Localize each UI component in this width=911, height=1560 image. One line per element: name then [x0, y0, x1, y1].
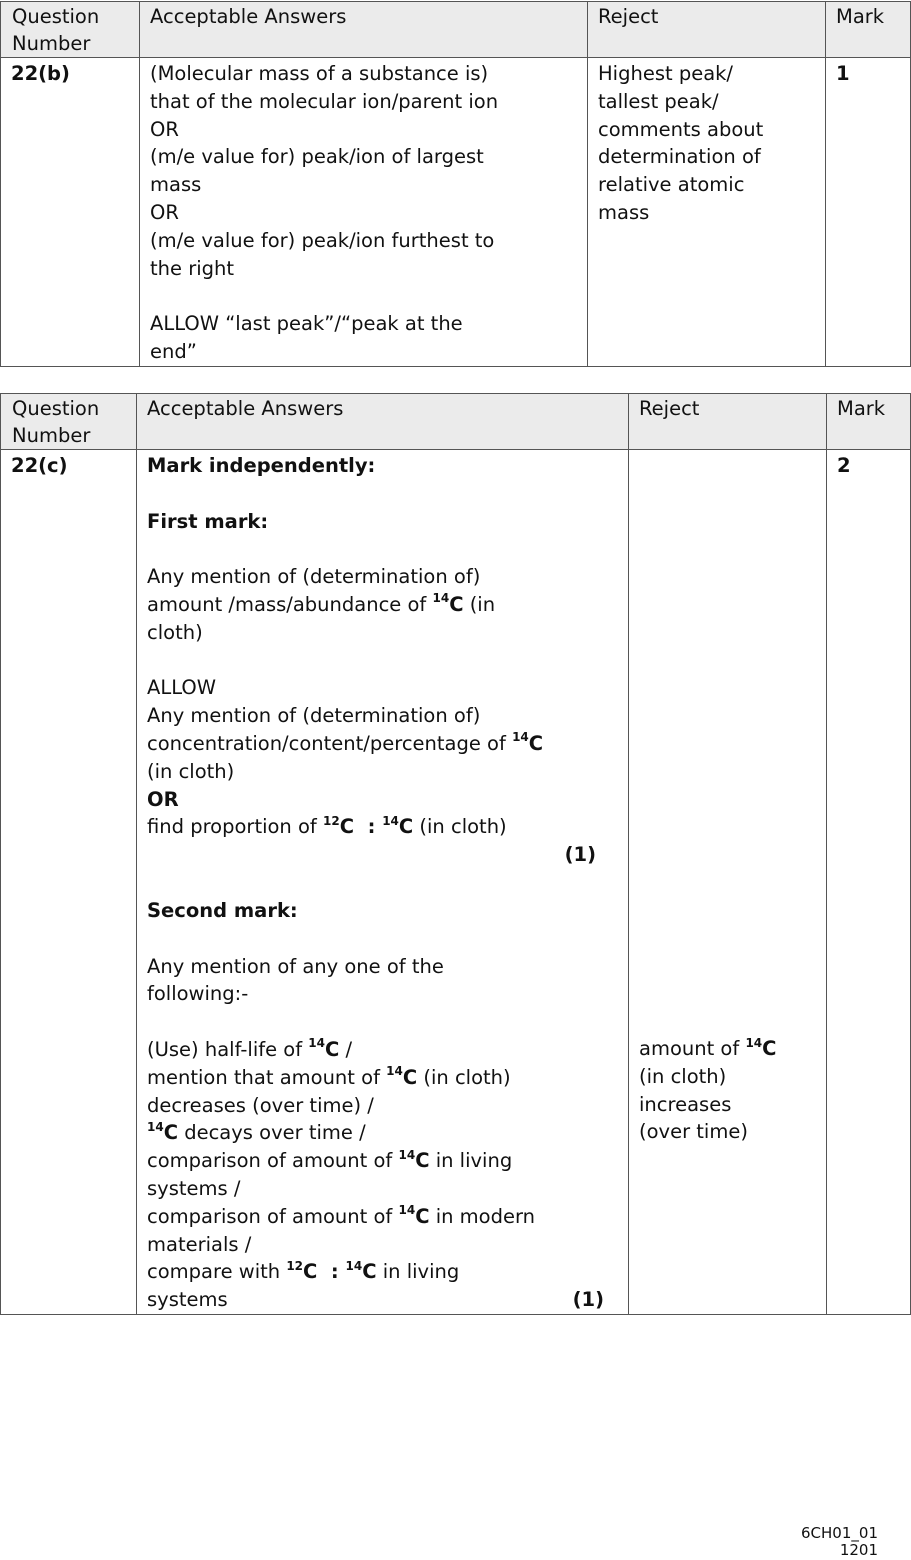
- mass-number: 14: [398, 1147, 416, 1162]
- mass-number: 14: [386, 1064, 403, 1079]
- mass-number: 14: [398, 1203, 416, 1218]
- reject-line: increases: [639, 1092, 732, 1116]
- text: amount /mass/abundance of: [147, 592, 433, 616]
- carbon-symbol: C: [398, 815, 414, 839]
- table-row: [1, 58, 911, 367]
- text: amount of: [639, 1037, 746, 1060]
- answer-line: [147, 1064, 618, 1092]
- text: comparison of amount of: [147, 1204, 399, 1228]
- answer-line: [147, 730, 618, 758]
- reject-line: tallest peak/: [598, 89, 719, 113]
- mass-number: 14: [345, 1258, 363, 1273]
- header-question-number: [1, 2, 140, 58]
- carbon-symbol: C: [163, 1121, 179, 1145]
- ratio-separator: :: [317, 1260, 346, 1284]
- header-number-label: Number: [12, 32, 91, 55]
- text: decays over time /: [178, 1121, 366, 1145]
- mass-number: 14: [432, 591, 450, 606]
- document-code: 6CH01_01: [801, 1524, 878, 1542]
- table-header-row: [1, 394, 911, 450]
- table-row: [1, 450, 911, 1315]
- carbon-symbol: C: [449, 592, 464, 616]
- carbon-symbol: C: [402, 1065, 418, 1089]
- header-question-number: [1, 394, 137, 450]
- reject-cell: [588, 58, 826, 367]
- mass-number: 14: [382, 813, 399, 828]
- carbon-symbol: C: [339, 815, 355, 839]
- first-mark-heading: First mark:: [147, 509, 269, 533]
- carbon-symbol: C: [528, 731, 544, 755]
- text: in living: [376, 1260, 460, 1284]
- or-label: OR: [147, 787, 179, 811]
- first-mark-score: (1): [564, 843, 596, 867]
- answer-line: ALLOW “last peak”/“peak at the: [150, 312, 463, 336]
- carbon-symbol: C: [362, 1260, 377, 1284]
- header-number-label: Number: [12, 424, 91, 447]
- reject-line: mass: [598, 200, 650, 224]
- answer-line: [147, 1203, 618, 1231]
- reject-line: Highest peak/: [598, 62, 734, 85]
- header-mark: Mark: [827, 394, 911, 450]
- mass-number: 12: [323, 813, 340, 828]
- answer-line: (in cloth): [147, 759, 235, 783]
- answer-line: [147, 1119, 618, 1147]
- answer-line: systems /: [147, 1176, 241, 1200]
- answer-line: Any mention of any one of the: [147, 954, 444, 978]
- text: mention that amount of: [147, 1065, 387, 1089]
- answer-line: OR: [150, 200, 179, 224]
- mark-scheme-table-22b: [0, 1, 911, 367]
- text: in living: [429, 1149, 513, 1173]
- page-footer: [801, 1525, 878, 1559]
- reject-cell: [629, 450, 827, 1315]
- carbon-symbol: C: [325, 1037, 340, 1061]
- answer-line: [147, 591, 618, 619]
- answer-line: decreases (over time) /: [147, 1093, 374, 1117]
- ratio-separator: :: [354, 815, 383, 839]
- answer-line: end”: [150, 339, 197, 363]
- header-mark: Mark: [826, 2, 911, 58]
- answer-line: (Molecular mass of a substance is): [150, 62, 489, 85]
- header-question-label: Question: [12, 5, 100, 28]
- text: (in: [463, 592, 496, 616]
- mark-value: 2: [827, 450, 911, 1315]
- reject-line: (over time): [639, 1120, 748, 1144]
- answer-line: materials /: [147, 1232, 252, 1256]
- acceptable-answers-cell: [140, 58, 588, 367]
- header-question-label: Question: [12, 397, 100, 420]
- text: (in cloth): [417, 1065, 511, 1089]
- spacer: [147, 535, 618, 563]
- answer-line: (m/e value for) peak/ion furthest to: [150, 228, 495, 252]
- answer-line: [147, 1286, 618, 1314]
- spacer: [150, 282, 577, 310]
- spacer: [147, 925, 618, 953]
- answer-line: [147, 1258, 618, 1286]
- answer-line: [147, 813, 618, 841]
- spacer: [639, 452, 816, 1035]
- text: (Use) half-life of: [147, 1037, 309, 1061]
- table-header-row: [1, 2, 911, 58]
- text: compare with: [147, 1260, 287, 1284]
- spacer: [147, 869, 618, 897]
- answer-line: [147, 1036, 618, 1064]
- text: in modern: [429, 1204, 536, 1228]
- reject-line: comments about: [598, 117, 764, 141]
- question-number: 22(b): [1, 58, 140, 367]
- header-reject: Reject: [629, 394, 827, 450]
- header-acceptable-answers: Acceptable Answers: [140, 2, 588, 58]
- second-mark-heading: Second mark:: [147, 898, 298, 922]
- answer-line: that of the molecular ion/parent ion: [150, 89, 499, 113]
- question-number: 22(c): [1, 450, 137, 1315]
- mass-number: 14: [308, 1036, 325, 1051]
- header-reject: Reject: [588, 2, 826, 58]
- mass-number: 14: [512, 730, 529, 745]
- reject-line: [639, 1035, 816, 1063]
- answer-line: [147, 1147, 618, 1175]
- text: /: [339, 1037, 353, 1061]
- answer-line: mass: [150, 173, 202, 197]
- carbon-symbol: C: [303, 1260, 318, 1284]
- intro-heading: Mark independently:: [147, 454, 376, 477]
- spacer: [147, 1008, 618, 1036]
- header-acceptable-answers: Acceptable Answers: [137, 394, 629, 450]
- reject-line: (in cloth): [639, 1064, 727, 1088]
- spacer: [147, 480, 618, 508]
- mark-scheme-table-22c: [0, 393, 911, 1315]
- second-mark-score: (1): [572, 1288, 604, 1312]
- text: comparison of amount of: [147, 1149, 399, 1173]
- allow-label: ALLOW: [147, 676, 217, 700]
- answer-line: Any mention of (determination of): [147, 565, 481, 589]
- text: (in cloth): [413, 815, 507, 839]
- mass-number: 14: [147, 1119, 164, 1134]
- carbon-symbol: C: [415, 1149, 430, 1173]
- text: find proportion of: [147, 815, 323, 839]
- answer-line: (m/e value for) peak/ion of largest: [150, 145, 484, 169]
- page-number: 1201: [839, 1541, 878, 1559]
- carbon-symbol: C: [762, 1037, 777, 1060]
- mark-value: 1: [826, 58, 911, 367]
- mass-number: 14: [745, 1035, 763, 1050]
- answer-line: the right: [150, 256, 235, 280]
- acceptable-answers-cell: [137, 450, 629, 1315]
- text: concentration/content/percentage of: [147, 731, 513, 755]
- answer-line: Any mention of (determination of): [147, 704, 481, 728]
- spacer: [147, 647, 618, 675]
- text: systems: [147, 1288, 228, 1312]
- answer-line: cloth): [147, 620, 203, 644]
- mass-number: 12: [286, 1258, 304, 1273]
- carbon-symbol: C: [415, 1204, 430, 1228]
- reject-line: determination of: [598, 145, 761, 169]
- answer-line: following:-: [147, 982, 249, 1006]
- answer-line: OR: [150, 117, 179, 141]
- reject-line: relative atomic: [598, 173, 745, 197]
